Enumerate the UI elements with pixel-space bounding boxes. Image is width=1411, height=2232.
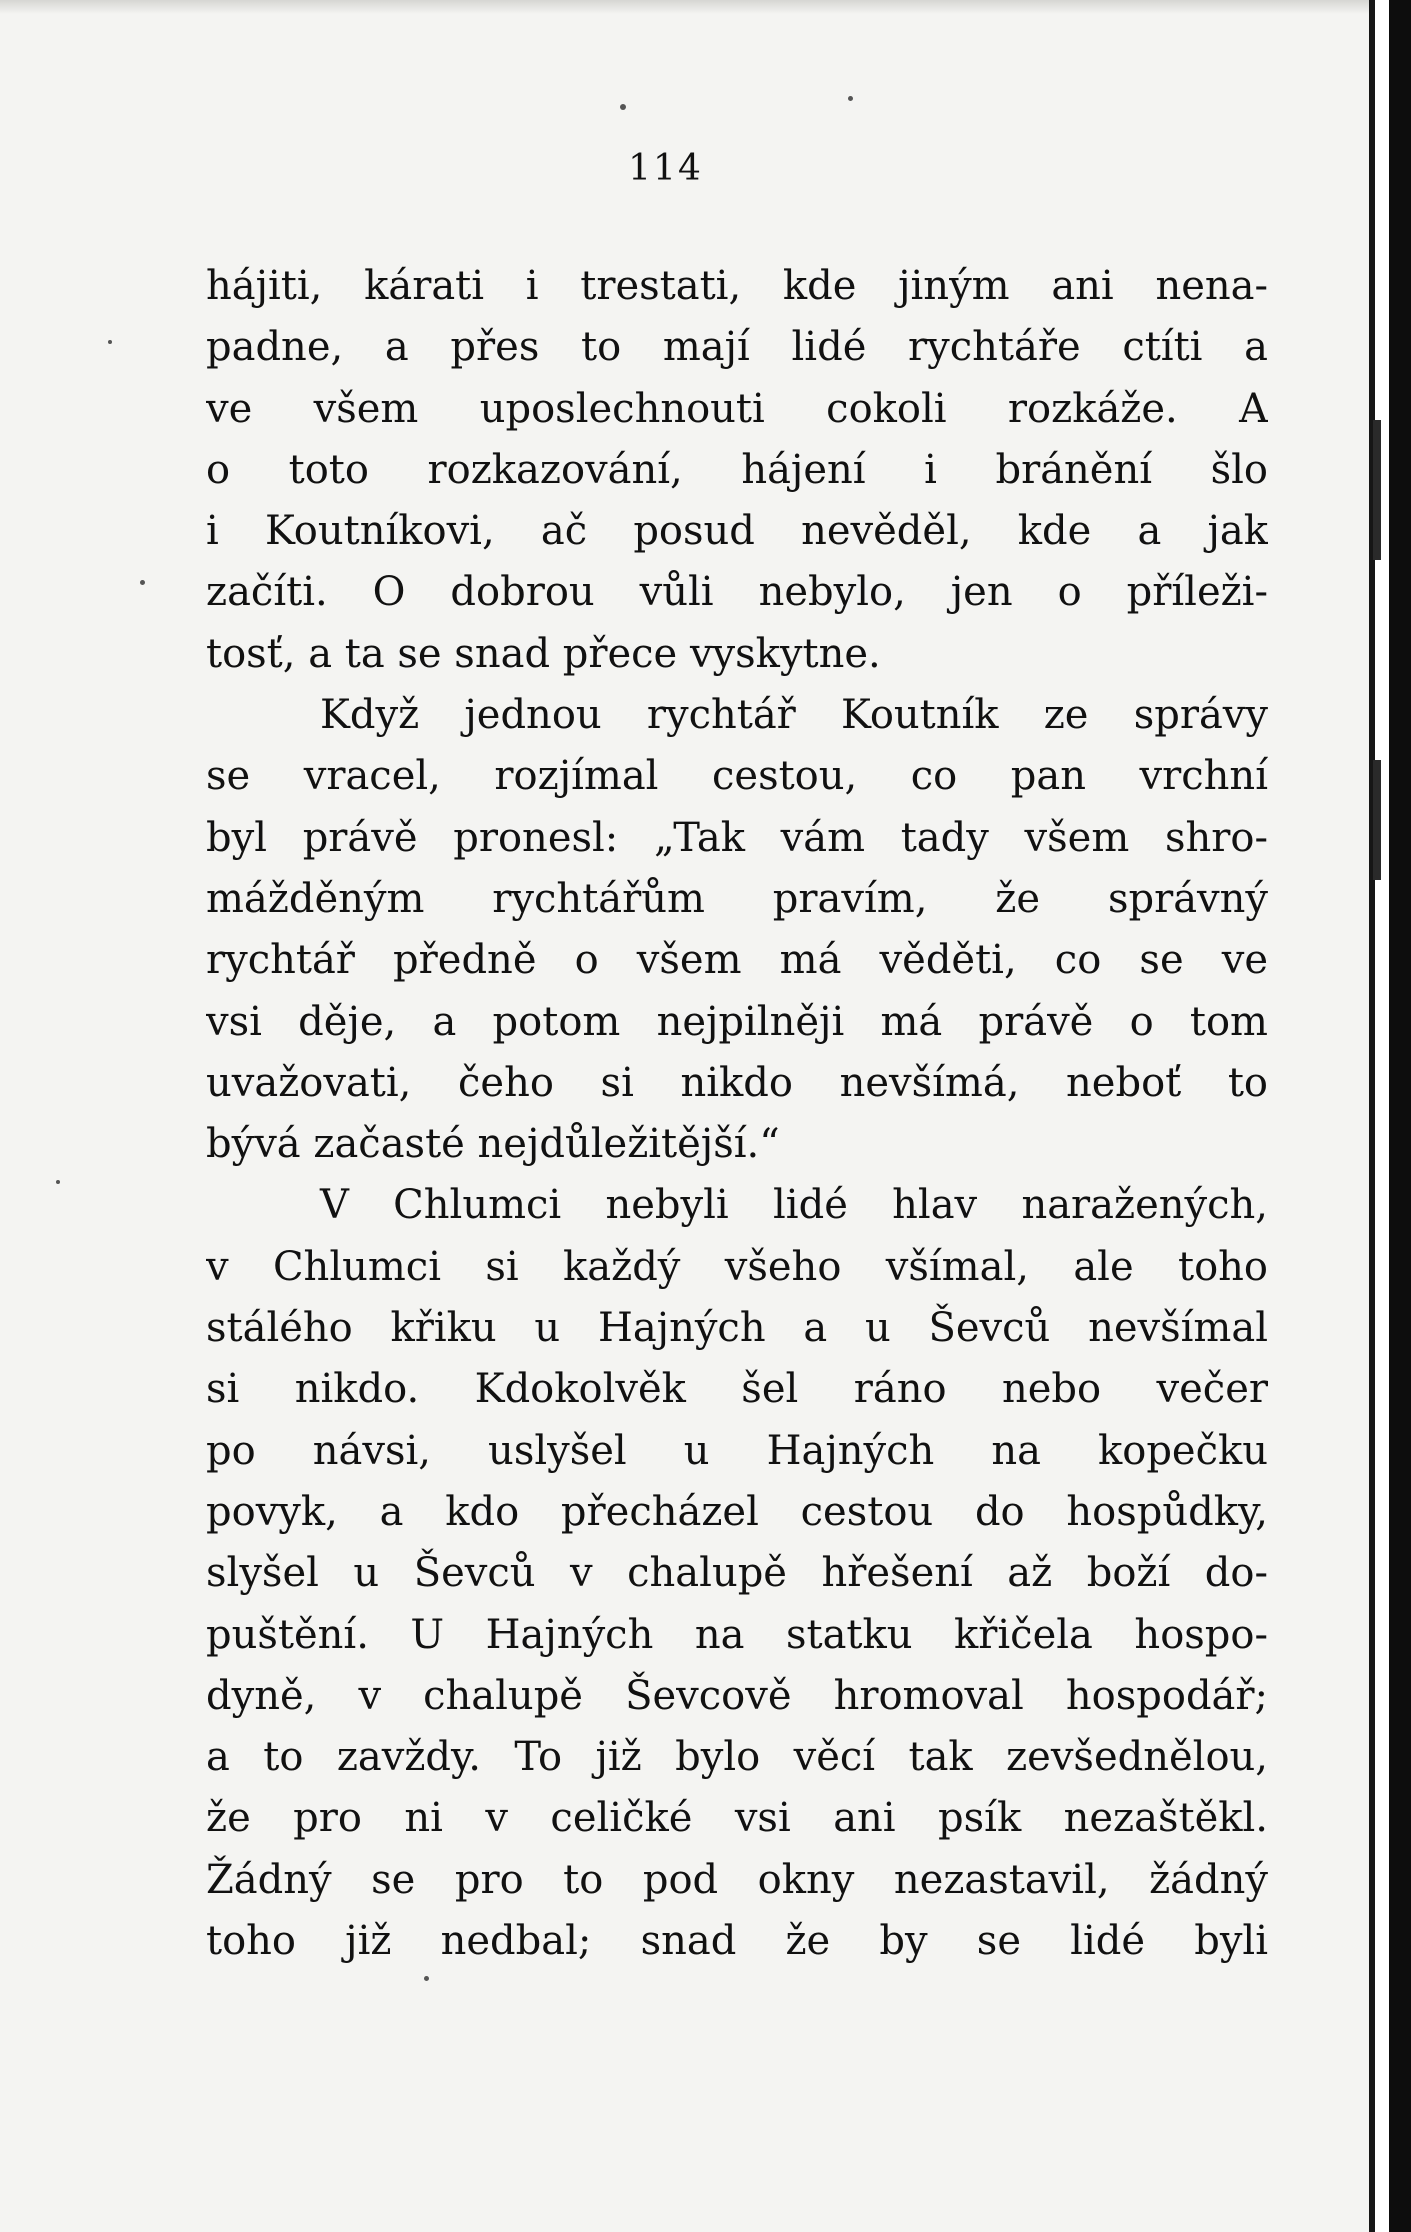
text-line: V Chlumci nebyli lidé hlav naražených, [320,1182,1268,1229]
text-line: vsi děje, a potom nejpilněji má právě o tom [206,998,1268,1045]
text-line: hájiti, kárati i trestati, kde jiným ani nena- [206,263,1268,309]
scan-speck [848,96,853,101]
text-line: slyšel u Ševců v chalupě hřešení až boží do- [206,1550,1268,1597]
page-right-edge [1369,0,1411,2232]
binding-shadow [1389,0,1411,2232]
body-text [206,256,1268,1972]
edge-mark [1373,420,1381,560]
text-line: ve všem uposlechnouti cokoli rozkáže. A [206,385,1268,432]
text-line: rychtář předně o všem má věděti, co se ve [206,937,1268,984]
page-top-edge [0,0,1369,14]
scan-speck [56,1180,60,1184]
scan-speck [620,104,626,110]
text-line: začíti. O dobrou vůli nebylo, jen o příleži- [206,569,1268,616]
scan-speck [424,1976,429,1981]
text-line: i Koutníkovi, ač posud nevěděl, kde a jak [206,508,1268,555]
text-line: stálého křiku u Hajných a u Ševců nevšímal [206,1305,1268,1352]
text-line: toho již nedbal; snad že by se lidé byli [206,1918,1268,1965]
text-line: uvažovati, čeho si nikdo nevšímá, neboť to [206,1059,1268,1106]
text-line: byl právě pronesl: „Tak vám tady všem shro- [206,814,1268,861]
text-line: v Chlumci si každý všeho všímal, ale toho [206,1243,1268,1290]
text-line: bývá začasté nejdůležitější.“ [206,1121,780,1168]
text-line: mážděným rychtářům pravím, že správný [206,875,1268,922]
edge-mark [1373,760,1381,880]
text-line: že pro ni v celičké vsi ani psík nezaštěkl. [206,1795,1268,1842]
text-line: tosť, a ta se snad přece vyskytne. [206,630,881,677]
text-line: o toto rozkazování, hájení i bránění šlo [206,446,1268,493]
text-line: a to zavždy. To již bylo věcí tak zevšednělou, [206,1734,1268,1781]
text-line: dyně, v chalupě Ševcově hromoval hospodář; [206,1672,1268,1719]
text-line: se vracel, rozjímal cestou, co pan vrchní [206,753,1268,800]
text-line: po návsi, uslyšel u Hajných na kopečku [206,1427,1268,1474]
text-line: Když jednou rychtář Koutník ze správy [320,692,1268,739]
page-number: 114 [628,148,703,189]
text-line: Žádný se pro to pod okny nezastavil, žádný [206,1856,1268,1903]
text-line: si nikdo. Kdokolvěk šel ráno nebo večer [206,1366,1268,1413]
scan-speck [140,580,145,585]
text-line: povyk, a kdo přecházel cestou do hospůdky, [206,1488,1268,1535]
scan-speck [108,340,112,344]
text-line: puštění. U Hajných na statku křičela hospo- [206,1611,1268,1658]
text-line: padne, a přes to mají lidé rychtáře ctíti a [206,324,1268,371]
